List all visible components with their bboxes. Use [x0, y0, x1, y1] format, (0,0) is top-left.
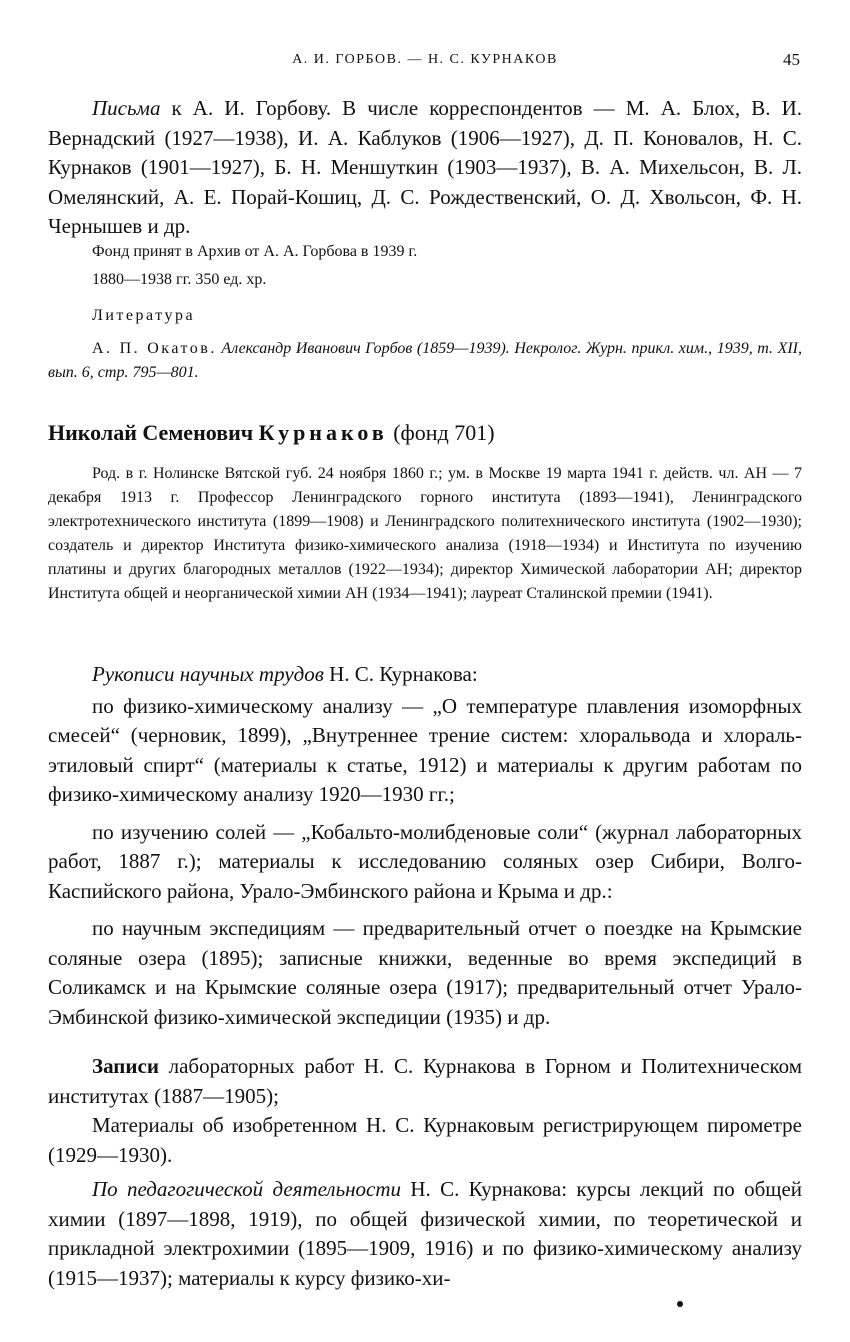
heading-surname: Курнаков	[258, 420, 388, 445]
fund-note: Фонд принят в Архив от А. А. Горбова в 1939 г.	[92, 243, 418, 260]
letters-label: Письма	[92, 96, 161, 120]
page-number: 45	[783, 50, 800, 69]
teaching-label: По педагогической деятельности	[92, 1177, 402, 1201]
literature-heading: Литература	[92, 307, 196, 324]
manuscripts-intro	[48, 660, 802, 690]
gorbov-fund-info	[48, 240, 802, 292]
teaching-text: Н. С. Курнакова: курсы лекций по общей химии (1897—1898, 1919), по общей физической химии, по теоретической и прикладной электрохимии (1895—1909, 1916) и по физико-химическому анализу (1915—1937); материалы к курсу физико-хи-	[48, 1177, 803, 1290]
kurnakov-manuscripts	[48, 660, 802, 1032]
records-paragraph	[48, 1052, 802, 1111]
kurnakov-teaching	[48, 1175, 802, 1293]
bio-paragraph: Род. в г. Нолинске Вятской губ. 24 ноября 1860 г.; ум. в Москве 19 марта 1941 г. действ. чл. АН — 7 декабря 1913 г. Профессор Ленинградского горного института (1893—1941), Ленинградского электротехнического института (1899—1908) и Ленинградского политехнического института (1902—1930); создатель и директор Института физико-химического анализа (1918—1934) и Института по изучению платины и других благородных металлов (1922—1934); директор Химической лаборатории АН; директор Института общей и неорганической химии АН (1934—1941); лауреат Сталинской премии (1941).	[48, 465, 802, 602]
teaching-paragraph	[48, 1175, 802, 1293]
manuscripts-text: Н. С. Курнакова:	[323, 662, 478, 686]
print-dot	[677, 1301, 683, 1307]
item-salts: по изучению солей — „Кобальто-молибденовые соли“ (журнал лабораторных работ, 1887 г.); материалы к исследованию соляных озер Сибири, Волго-Каспийского района, Урало-Эмбинского района и Крыма и др.:	[48, 819, 802, 903]
letters-paragraph	[48, 94, 802, 242]
gorbov-literature	[48, 304, 802, 385]
literature-author: А. П. Окатов.	[92, 340, 217, 357]
heading-name: Николай Семенович	[48, 420, 254, 445]
kurnakov-records	[48, 1052, 802, 1170]
records-label: Записи	[92, 1054, 159, 1078]
kurnakov-heading	[48, 418, 802, 448]
kurnakov-bio	[48, 462, 802, 606]
letters-text: к А. И. Горбову. В числе корреспондентов — М. А. Блох, В. И. Вернадский (1927—1938), И. А. Каблуков (1906—1927), Д. П. Коновалов, Н. С. Курнаков (1901—1927), Б. Н. Меншуткин (1903—1937), В. А. Михельсон, В. Л. Омелянский, А. Е. Порай-Кошиц, Д. С. Рождественский, О. Д. Хвольсон, Ф. Н. Чернышев и др.	[48, 96, 802, 238]
manuscripts-label: Рукописи научных трудов	[92, 662, 324, 686]
running-head: А. И. ГОРБОВ. — Н. С. КУРНАКОВ	[292, 52, 558, 67]
section-title	[48, 418, 802, 448]
literature-text: Александр Иванович Горбов (1859—1939). Некролог. Журн. прикл. хим., 1939, т. XII, вып. 6, стр. 795—801.	[48, 340, 803, 381]
pyrometer-paragraph: Материалы об изобретенном Н. С. Курнаковым регистрирующем пирометре (1929—1930).	[48, 1113, 802, 1167]
records-text: лабораторных работ Н. С. Курнакова в Горном и Политехническом институтах (1887—1905);	[48, 1054, 802, 1108]
gorbov-letters	[48, 94, 802, 242]
item-analysis: по физико-химическому анализу — „О температуре плавления изоморфных смесей“ (черновик, 1899), „Внутреннее трение систем: хлоральвода и хлораль-этиловый спирт“ (материалы к статье, 1912) и материалы к другим работам по физико-химическому анализу 1920—1930 гг.;	[48, 693, 802, 806]
literature-entry	[48, 337, 802, 385]
item-expeditions: по научным экспедициям — предварительный отчет о поездке на Крымские соляные озера (1895); записные книжки, веденные во время экспедиций в Соликамск и на Крымские соляные озера (1917); предварительный отчет Урало-Эмбинской физико-химической экспедиции (1935) и др.	[48, 916, 802, 1029]
fund-extent: 1880—1938 гг. 350 ед. хр.	[92, 271, 267, 288]
heading-fund: (фонд 701)	[393, 420, 495, 445]
